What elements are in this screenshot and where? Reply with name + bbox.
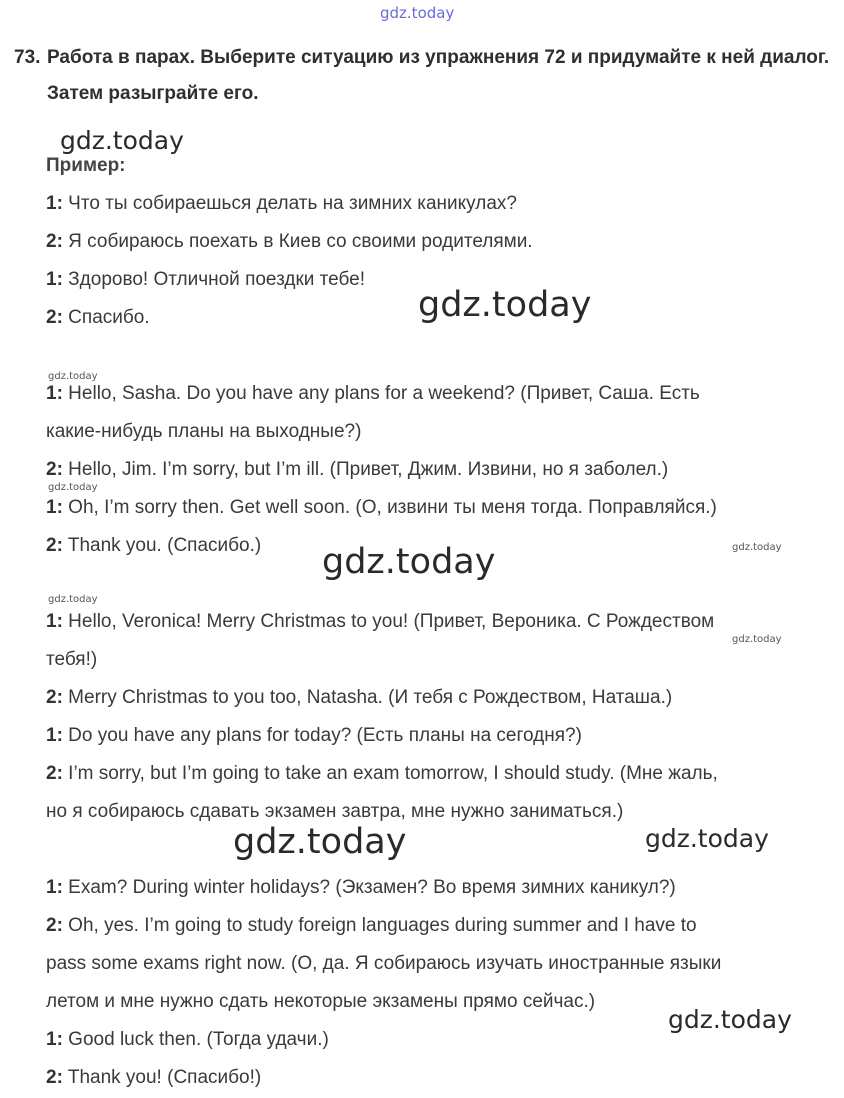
watermark-small: gdz.today — [48, 371, 98, 382]
dialog2-line: но я собираюсь сдавать экзамен завтра, мне нужно заниматься.) — [46, 801, 624, 822]
example-line: 1: Здорово! Отличной поездки тебе! — [46, 269, 366, 290]
example-line: 2: Спасибо. — [46, 307, 150, 328]
example-line: 1: Что ты собираешься делать на зимних каникулах? — [46, 193, 517, 214]
dialog1-line: 2: Thank you. (Спасибо.) — [46, 535, 262, 556]
watermark-small: gdz.today — [732, 634, 782, 645]
watermark: gdz.today — [645, 824, 769, 853]
exercise-number: 73. — [14, 47, 41, 68]
example-line: 2: Я собираюсь поехать в Киев со своими родителями. — [46, 231, 533, 252]
watermark-small: gdz.today — [732, 542, 782, 553]
watermark-small: gdz.today — [48, 594, 98, 605]
watermark: gdz.today — [233, 822, 407, 862]
dialog2-line: 1: Hello, Veronica! Merry Christmas to you! (Привет, Вероника. С Рождеством — [46, 611, 715, 632]
dialog2-line: 1: Good luck then. (Тогда удачи.) — [46, 1029, 329, 1050]
watermark-small: gdz.today — [48, 482, 98, 493]
dialog2-line: летом и мне нужно сдать некоторые экзамены прямо сейчас.) — [46, 991, 596, 1012]
dialog2-line: 2: Thank you! (Спасибо!) — [46, 1067, 262, 1088]
exercise-title: Работа в парах. Выберите ситуацию из упражнения 72 и придумайте к ней диалог. Затем разыграйте его. — [47, 47, 830, 104]
dialog2-line: 1: Do you have any plans for today? (Есть планы на сегодня?) — [46, 725, 582, 746]
watermark: gdz.today — [668, 1005, 792, 1034]
dialog2-line: 2: Merry Christmas to you too, Natasha. (И тебя с Рождеством, Наташа.) — [46, 687, 673, 708]
dialog2-line: 2: I’m sorry, but I’m going to take an exam tomorrow, I should study. (Мне жаль, — [46, 763, 718, 784]
watermark-top: gdz.today — [380, 4, 455, 22]
dialog2-line: pass some exams right now. (О, да. Я собираюсь изучать иностранные языки — [46, 953, 722, 974]
watermark: gdz.today — [418, 285, 592, 325]
dialog1-line: 2: Hello, Jim. I’m sorry, but I’m ill. (Привет, Джим. Извини, но я заболел.) — [46, 459, 669, 480]
dialog1-line: 1: Hello, Sasha. Do you have any plans for a weekend? (Привет, Саша. Есть — [46, 383, 700, 404]
example-label: Пример: — [46, 155, 126, 176]
dialog2-line: тебя!) — [46, 649, 98, 670]
watermark: gdz.today — [322, 542, 496, 582]
dialog1-line: 1: Oh, I’m sorry then. Get well soon. (О, извини ты меня тогда. Поправляйся.) — [46, 497, 717, 518]
dialog2-line: 2: Oh, yes. I’m going to study foreign languages during summer and I have to — [46, 915, 697, 936]
dialog2-line: 1: Exam? During winter holidays? (Экзамен? Во время зимних каникул?) — [46, 877, 676, 898]
watermark: gdz.today — [60, 126, 184, 155]
dialog1-line: какие-нибудь планы на выходные?) — [46, 421, 362, 442]
